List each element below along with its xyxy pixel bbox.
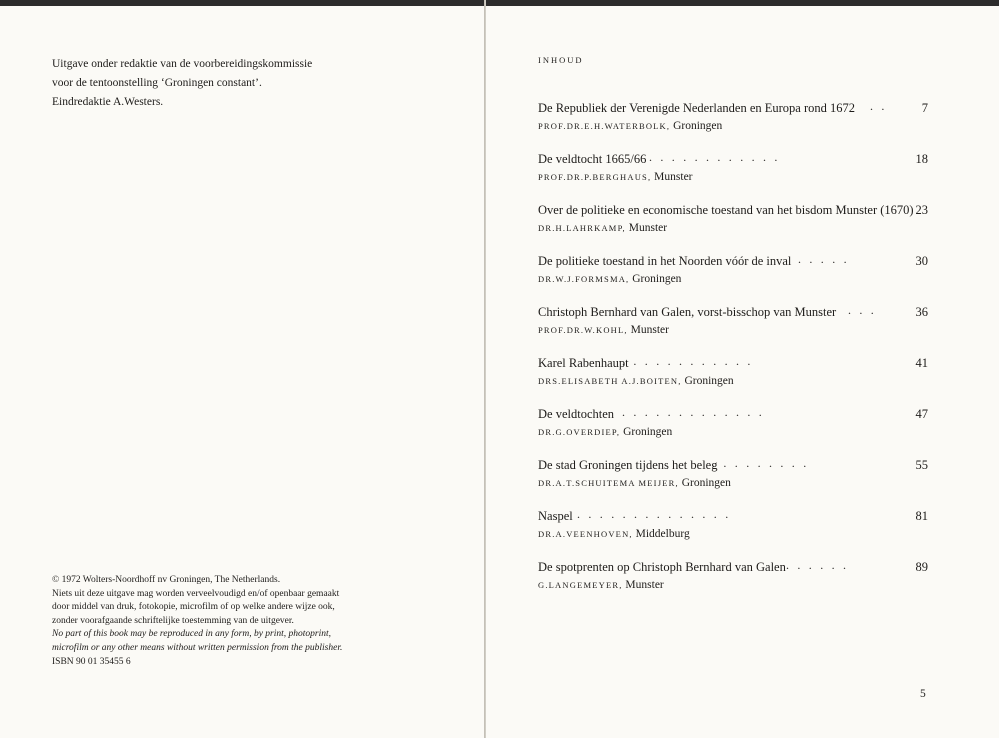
toc-entry-title: Christoph Bernhard van Galen, vorst-bisschop van Munster <box>538 305 837 319</box>
toc-entry <box>538 303 928 338</box>
toc-entry <box>538 99 928 134</box>
toc-line <box>538 99 928 117</box>
toc-entry <box>538 507 928 542</box>
toc-author-place: Munster <box>628 222 668 234</box>
toc-entry <box>538 150 928 185</box>
toc-line <box>538 303 928 321</box>
toc-author-name: DR.H.LAHRKAMP, <box>538 223 626 233</box>
toc-entry <box>538 456 928 491</box>
toc-author-line <box>538 424 928 440</box>
toc-author-place: Munster <box>625 579 664 591</box>
toc-entry <box>538 558 928 593</box>
toc-leader-dots: . . . <box>848 303 874 317</box>
toc-entry <box>538 354 928 389</box>
copyright-english-line: No part of this book may be reproduced in any form, by print, photoprint, <box>52 629 331 640</box>
toc-author-place: Munster <box>654 171 693 183</box>
toc-author-line <box>538 322 928 338</box>
editorial-line: Uitgave onder redaktie van de voorbereidingskommissie <box>52 58 313 70</box>
toc-entry <box>538 405 928 440</box>
toc-line <box>538 354 928 372</box>
toc-page-number: 36 <box>915 305 928 319</box>
toc-entry-title: Naspel <box>538 509 573 523</box>
toc-line <box>538 150 928 168</box>
toc-author-place: Groningen <box>623 426 673 438</box>
toc-author-place: Groningen <box>684 375 734 387</box>
toc-author-name: DR.W.J.FORMSMA, <box>538 274 630 284</box>
toc-entry <box>538 201 928 236</box>
toc-author-name: PROF.DR.W.KOHL, <box>538 325 628 335</box>
toc-entry-title: De politieke toestand in het Noorden vóór de inval <box>538 254 792 268</box>
toc-page-number: 30 <box>915 254 928 268</box>
toc-author-name: DR.A.T.SCHUITEMA MEIJER, <box>538 478 679 488</box>
toc-author-place: Middelburg <box>635 528 690 540</box>
copyright-line: Niets uit deze uitgave mag worden verveelvoudigd en/of openbaar gemaakt <box>52 588 340 599</box>
toc-author-line <box>538 373 928 389</box>
toc-page-number: 47 <box>915 407 928 421</box>
toc-author-place: Groningen <box>681 477 731 489</box>
isbn: ISBN 90 01 35455 6 <box>52 656 131 667</box>
toc-leader-dots: . . . . . . . . . . . . . <box>622 405 762 419</box>
toc-author-line <box>538 526 928 542</box>
toc-entry-title: De Republiek der Verenigde Nederlanden en Europa rond 1672 <box>538 101 856 115</box>
toc-author-name: DRS.ELISABETH A.J.BOITEN, <box>538 376 682 386</box>
toc-entry-title: Over de politieke en economische toestand van het bisdom Munster (1670) <box>538 203 914 217</box>
toc-page-number: 41 <box>915 356 928 370</box>
toc-author-name: DR.G.OVERDIEP, <box>538 427 621 437</box>
toc-entry <box>538 252 928 287</box>
editorial-note <box>52 55 472 112</box>
toc-line <box>538 201 928 219</box>
copyright-line: door middel van druk, fotokopie, microfilm of op welke andere wijze ook, <box>52 602 335 613</box>
toc-entry-title: Karel Rabenhaupt <box>538 356 629 370</box>
toc-entry-title: De stad Groningen tijdens het beleg <box>538 458 718 472</box>
toc-author-name: PROF.DR.P.BERGHAUS, <box>538 172 652 182</box>
toc-author-line <box>538 271 928 287</box>
toc-page-number: 55 <box>915 458 928 472</box>
toc-author-line <box>538 220 928 236</box>
copyright-line: zonder voorafgaande schriftelijke toestemming van de uitgever. <box>52 615 294 626</box>
toc-author-name: DR.A.VEENHOVEN, <box>538 529 633 539</box>
toc-author-name: PROF.DR.E.H.WATERBOLK, <box>538 121 671 131</box>
toc-page-number: 23 <box>915 203 928 217</box>
copyright-notice <box>52 574 472 669</box>
copyright-english-line: microfilm or any other means without written permission from the publisher. <box>52 642 343 653</box>
toc-leader-dots: . . . . . . . . . . . . <box>649 150 778 164</box>
toc-line <box>538 558 928 576</box>
toc-author-place: Groningen <box>632 273 682 285</box>
toc-page-number: 7 <box>921 101 928 115</box>
toc-page-number: 18 <box>915 152 928 166</box>
page-number: 5 <box>920 688 926 700</box>
toc-entry-title: De veldtochten <box>538 407 615 421</box>
editorial-line: Eindredaktie A.Westers. <box>52 96 164 108</box>
toc-line <box>538 405 928 423</box>
editorial-line: voor de tentoonstelling ‘Groningen constant’. <box>52 77 262 89</box>
toc-page-number: 81 <box>915 509 928 523</box>
toc-leader-dots: . . . . . <box>798 252 847 266</box>
toc-leader-dots: . . . . . . . . . . . . . . <box>577 507 729 521</box>
toc-entry-title: De spotprenten op Christoph Bernhard van Galen <box>538 560 786 574</box>
toc-line <box>538 252 928 270</box>
copyright-line: © 1972 Wolters-Noordhoff nv Groningen, The Netherlands. <box>52 575 281 585</box>
toc-leader-dots: . . . . . . . . . <box>712 456 807 470</box>
toc-author-place: Groningen <box>673 120 723 132</box>
toc-author-place: Munster <box>630 324 669 336</box>
toc-leader-dots: . . . . . . . . . . . . <box>622 354 751 368</box>
toc-entry-title: De veldtocht 1665/66 <box>538 152 647 166</box>
toc-author-line <box>538 577 928 593</box>
toc-line <box>538 507 928 525</box>
toc-author-line <box>538 118 928 134</box>
toc-page-number: 89 <box>915 560 928 574</box>
toc-author-line <box>538 169 928 185</box>
toc-line <box>538 456 928 474</box>
toc-leader-dots: . . . . . . <box>786 558 846 572</box>
toc-heading: INHOUD <box>538 55 584 65</box>
toc-author-line <box>538 475 928 491</box>
toc-author-name: G.LANGEMEYER, <box>538 580 623 590</box>
toc-leader-dots: . . <box>870 99 885 113</box>
